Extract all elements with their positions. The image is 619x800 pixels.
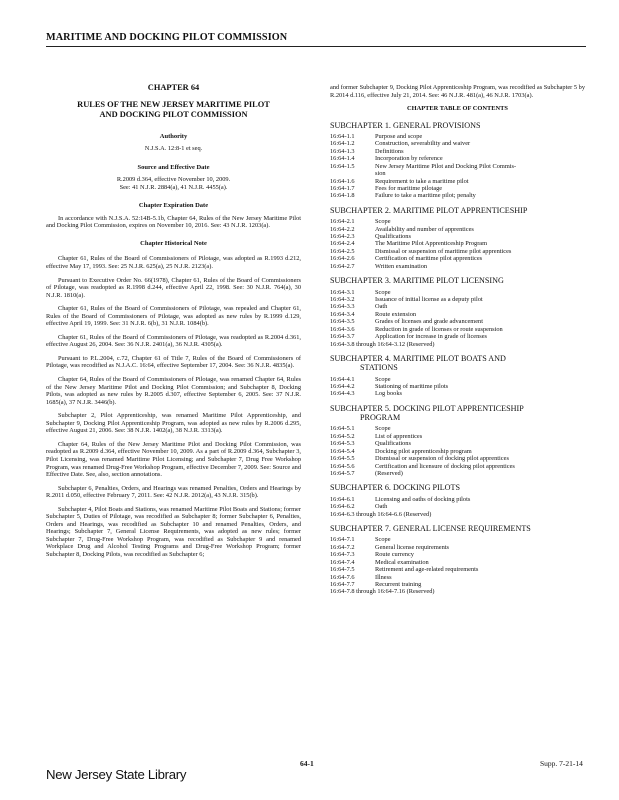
section-title	[375, 148, 585, 155]
history-paragraph: Chapter 61, Rules of the Board of Commissioners of Pilotage, was readopted as R.2004 d.361, effective August 26, 2004. See: 36 N.J.R. 2401(a), 36 N.J.R. 4305(a).	[46, 333, 301, 349]
chapter-title-line-2: AND DOCKING PILOT COMMISSION	[99, 109, 248, 119]
toc-entry	[330, 192, 585, 199]
section-title-text: Docking pilot apprenticeship program	[375, 447, 472, 455]
section-title	[375, 233, 585, 240]
history-continuation: and former Subchapter 9, Docking Pilot Apprenticeship Program, was recodified as Subchapter 5 by R.2014 d.116, effective July 21, 2014. See: 46 N.J.R. 481(a), 46 N.J.R. 1703(a).	[330, 84, 585, 99]
section-title-text: Recurrent training	[375, 580, 422, 588]
authority-text: N.J.S.A. 12:8-1 et seq.	[144, 145, 203, 153]
section-title	[375, 503, 585, 510]
section-title	[375, 263, 585, 270]
toc-entry	[330, 178, 585, 185]
section-title-text: Dismissal or suspension of docking pilot apprentices	[375, 455, 509, 463]
toc-entry	[330, 448, 585, 455]
section-title-text: Reduction in grade of licenses or route suspension	[375, 325, 503, 333]
section-number: 16:64-2.7	[330, 262, 355, 270]
toc-entry	[330, 185, 585, 192]
section-number: 16:64-4.3	[330, 390, 355, 398]
header-rule	[46, 46, 586, 47]
section-number: 16:64-5.5	[330, 455, 355, 463]
section-title	[375, 326, 585, 333]
section-title-text: Scope	[375, 375, 391, 383]
subchapter-heading-line-1: SUBCHAPTER 7. GENERAL LICENSE REQUIREMENTS	[330, 524, 531, 534]
toc-entry	[330, 566, 585, 573]
section-title-text: Licensing and oaths of docking pilots	[375, 495, 471, 503]
section-number: 16:64-3.5	[330, 318, 355, 326]
section-number: 16:64-3.1	[330, 288, 355, 296]
section-title	[375, 133, 585, 140]
toc-entry	[330, 455, 585, 462]
section-title	[375, 311, 585, 318]
right-column	[330, 84, 585, 596]
table-of-contents	[330, 121, 585, 596]
toc-entry	[330, 470, 585, 477]
section-title	[375, 140, 585, 147]
toc-entry	[330, 155, 585, 162]
section-title	[375, 448, 585, 455]
section-number: 16:64-7.5	[330, 566, 355, 574]
section-number: 16:64-3.4	[330, 310, 355, 318]
section-title	[375, 581, 585, 588]
toc-entry	[330, 425, 585, 432]
subchapter-heading	[330, 276, 585, 285]
section-title	[375, 566, 585, 573]
section-number: 16:64-7.4	[330, 558, 355, 566]
history-paragraph: Pursuant to Executive Order No. 66(1978), Chapter 61, Rules of the Board of Commissioners of Pilotage, was readopted as R.1998 d.244, effective April 22, 1998. See: 30 N.J.R. 764(a), 30 N.J.R. 1810(a).	[46, 276, 301, 299]
toc-entry	[330, 318, 585, 325]
section-number: 16:64-6.2	[330, 503, 355, 511]
history-paragraph: Chapter 61, Rules of the Board of Commissioners of Pilotage, was adopted as R.1993 d.212, effective May 17, 1993. See: 25 N.J.R. 625(a), 25 N.J.R. 2123(a).	[46, 255, 301, 271]
supplement-date: Supp. 7-21-14	[540, 759, 583, 768]
subchapter-heading	[330, 483, 585, 492]
history-paragraph: Subchapter 6, Penalties, Orders, and Hearings was renamed Penalties, Orders and Hearings by R.2011 d.050, effective February 7, 2011. See: 42 N.J.R. 2012(a), 43 N.J.R. 315(b).	[46, 484, 301, 500]
section-number: 16:64-5.6	[330, 462, 355, 470]
toc-entry	[330, 551, 585, 558]
history-paragraph: Chapter 61, Rules of the Board of Commissioners of Pilotage, was repealed and Chapter 61, Rules of the Board of Commissioners of Pilotage, was adopted as new rules by R.1999 d.129, effective April 19, 1999. See: 31 N.J.R. 6(b), 31 N.J.R. 1084(b).	[46, 305, 301, 328]
source-heading: Source and Effective Date	[137, 163, 210, 171]
section-title-text: General license requirements	[375, 543, 449, 551]
section-title	[375, 185, 585, 192]
toc-entry	[330, 263, 585, 270]
section-title	[375, 163, 585, 178]
history-notes	[46, 255, 301, 558]
section-title	[375, 544, 585, 551]
section-title	[375, 574, 585, 581]
history-paragraph: Subchapter 4, Pilot Boats and Stations, was renamed Maritime Pilot Boats and Stations; former Subchapter 5, Duties of Pilotage, was recodified as Subchapter 8; former Subchapter 6, Penalties, Orders and Hearings, was recodified as Subchapter 10 and renamed Penalties, Orders, and Hearings; Subchapter 7, General License Requirements, was adopted as new rules; former Subchapter 7, Drug-Free Workshop Program, was recodified as Subchapter 9 and renamed Workplace Drug and Alcohol Testing Programs and Drug-Free Workshop Program; former Subchapter 8, Docking Pilots, was recodified as Subchapter 6;	[46, 505, 301, 558]
section-title-text: Fees for maritime pilotage	[375, 185, 443, 193]
section-title-text: List of apprentices	[375, 432, 423, 440]
section-title	[375, 433, 585, 440]
section-title	[375, 178, 585, 185]
toc-entry	[330, 311, 585, 318]
left-column	[46, 84, 301, 565]
section-number: 16:64-1.6	[330, 177, 355, 185]
history-paragraph: Chapter 64, Rules of the New Jersey Maritime Pilot and Docking Pilot Commission, was readopted as R.2009 d.364, effective November 10, 2009. As a part of R.2009 d.364, Subchapter 3, Pilot Licensing, was renamed Maritime Pilot Licensing; and Subchapter 7, Drug Free Workshop Program, was renamed Drug-Free Workshop Program, effective December 7, 2009. See: Source and Effective Date. See, also, section annotations.	[46, 440, 301, 479]
section-title-text: Written examination	[375, 262, 428, 270]
section-title-text: Availability and number of apprentices	[375, 225, 474, 233]
section-title	[375, 455, 585, 462]
toc-entry	[330, 289, 585, 296]
section-title-text: Route currency	[375, 551, 414, 559]
section-title	[375, 255, 585, 262]
section-title-text: The Maritime Pilot Apprenticeship Program	[375, 240, 488, 248]
subchapter-heading	[330, 121, 585, 130]
subchapter-heading-line-1: SUBCHAPTER 1. GENERAL PROVISIONS	[330, 120, 481, 130]
section-title-text: Stationing of maritime pilots	[375, 382, 449, 390]
section-title	[375, 551, 585, 558]
section-title-text: Grades of licenses and grade advancement	[375, 318, 483, 326]
section-title-text: Oath	[375, 303, 388, 311]
section-number: 16:64-2.6	[330, 255, 355, 263]
section-number: 16:64-3.7	[330, 333, 355, 341]
section-title	[375, 425, 585, 432]
section-title-text: Scope	[375, 536, 391, 544]
section-title-text: Illness	[375, 573, 392, 581]
section-title	[375, 470, 585, 477]
section-number: 16:64-2.1	[330, 218, 355, 226]
toc-entry	[330, 383, 585, 390]
toc-entry	[330, 148, 585, 155]
toc-entry	[330, 303, 585, 310]
section-number: 16:64-5.1	[330, 425, 355, 433]
section-number: 16:64-1.4	[330, 155, 355, 163]
section-title-text: Incorporation by reference	[375, 155, 443, 163]
section-title-text: Construction, severability and waiver	[375, 140, 471, 148]
section-title-text: Qualifications	[375, 440, 411, 448]
section-title	[375, 155, 585, 162]
section-title-text: Purpose and scope	[375, 132, 423, 140]
chapter-title	[46, 100, 301, 120]
toc-entry	[330, 296, 585, 303]
history-heading: Chapter Historical Note	[140, 239, 207, 247]
subchapter-heading	[330, 354, 585, 372]
section-number: 16:64-4.1	[330, 375, 355, 383]
section-number: 16:64-5.2	[330, 432, 355, 440]
section-title	[375, 376, 585, 383]
history-paragraph: Subchapter 2, Pilot Apprenticeship, was renamed Maritime Pilot Apprenticeship, and Subchapter 9, Docking Pilot Apprenticeship Program, was adopted as new rules by R.2006 d.295, effective August 21, 2006. See: 38 N.J.R. 1402(a), 38 N.J.R. 3313(a).	[46, 412, 301, 435]
section-number: 16:64-2.3	[330, 233, 355, 241]
toc-entry	[330, 390, 585, 397]
reserved-range: 16:64-3.8 through 16:64-3.12 (Reserved)	[330, 340, 435, 348]
chapter-number: CHAPTER 64	[147, 83, 200, 92]
section-title	[375, 390, 585, 397]
section-number: 16:64-1.2	[330, 140, 355, 148]
toc-entry	[330, 163, 585, 178]
section-title	[375, 383, 585, 390]
section-title-text: Failure to take a maritime pilot; penalty	[375, 192, 476, 200]
library-watermark: New Jersey State Library	[46, 767, 187, 782]
section-title-text: Issuance of initial license as a deputy pilot	[375, 295, 483, 303]
section-title	[375, 248, 585, 255]
chapter-title-line-1: RULES OF THE NEW JERSEY MARITIME PILOT	[77, 99, 270, 109]
toc-entry	[330, 574, 585, 581]
source-text-2: See: 41 N.J.R. 2884(a), 41 N.J.R. 4455(a).	[119, 183, 228, 191]
authority-heading: Authority	[159, 132, 188, 140]
section-title-text: Dismissal or suspension of maritime pilot apprentices	[375, 247, 512, 255]
section-number: 16:64-1.8	[330, 192, 355, 200]
toc-entry	[330, 433, 585, 440]
section-title	[375, 226, 585, 233]
subchapter-heading-line-1: SUBCHAPTER 4. MARITIME PILOT BOATS AND	[330, 354, 506, 364]
section-number: 16:64-7.7	[330, 580, 355, 588]
toc-entry	[330, 326, 585, 333]
section-title-text: Scope	[375, 218, 391, 226]
section-title-text: Qualifications	[375, 233, 411, 241]
section-number: 16:64-3.2	[330, 295, 355, 303]
section-title-text: Scope	[375, 425, 391, 433]
toc-entry	[330, 240, 585, 247]
subchapter-heading-line-1: SUBCHAPTER 2. MARITIME PILOT APPRENTICESHIP	[330, 205, 528, 215]
section-number: 16:64-6.1	[330, 495, 355, 503]
section-number: 16:64-3.6	[330, 325, 355, 333]
section-title	[375, 559, 585, 566]
expiration-text: In accordance with N.J.S.A. 52:14B-5.1b, Chapter 64, Rules of the New Jersey Maritime Pilot and Docking Pilot Commission, expires on November 10, 2016. See: 43 N.J.R. 1203(a).	[46, 214, 301, 230]
toc-entry	[330, 440, 585, 447]
section-title-text: New Jersey Maritime Pilot and Docking Pilot Commis-	[375, 162, 517, 170]
section-number: 16:64-7.2	[330, 543, 355, 551]
section-number: 16:64-5.3	[330, 440, 355, 448]
history-paragraph: Chapter 64, Rules of the Board of Commissioners of Pilotage, was renamed Chapter 64, Rules of the New Jersey Maritime Pilot and Docking Pilot Commission; and Subchapter 8, Docking Pilots, was adopted as new rules by R.2005 d.307, effective September 6, 2005. See: 37 N.J.R. 1685(a), 37 N.J.R. 3446(b).	[46, 376, 301, 406]
section-title-text: Certification of maritime pilot apprentices	[375, 255, 483, 263]
section-title-text: Oath	[375, 503, 388, 511]
page-number: 64-1	[300, 759, 314, 768]
toc-entry	[330, 133, 585, 140]
toc-entry	[330, 463, 585, 470]
section-number: 16:64-3.3	[330, 303, 355, 311]
section-title	[375, 296, 585, 303]
section-title	[375, 303, 585, 310]
section-title-text: Certification and licensure of docking pilot apprentices	[375, 462, 515, 470]
section-title-text: Requirement to take a maritime pilot	[375, 177, 469, 185]
toc-entry	[330, 559, 585, 566]
subchapter-heading-line-1: SUBCHAPTER 5. DOCKING PILOT APPRENTICESHIP	[330, 403, 524, 413]
section-number: 16:64-1.7	[330, 185, 355, 193]
section-number: 16:64-5.7	[330, 470, 355, 478]
subchapter-heading	[330, 206, 585, 215]
section-title	[375, 463, 585, 470]
toc-entry	[330, 376, 585, 383]
subchapter-heading-line-2: PROGRAM	[360, 413, 401, 423]
reserved-range: 16:64-7.8 through 16:64-7.16 (Reserved)	[330, 588, 435, 596]
section-number: 16:64-4.2	[330, 382, 355, 390]
toc-entry	[330, 544, 585, 551]
section-title	[375, 218, 585, 225]
running-header: MARITIME AND DOCKING PILOT COMMISSION	[46, 32, 288, 43]
section-title-text: Application for increase in grade of licenses	[375, 333, 488, 341]
toc-entry	[330, 333, 585, 340]
toc-entry	[330, 255, 585, 262]
subchapter-heading-line-1: SUBCHAPTER 6. DOCKING PILOTS	[330, 483, 461, 493]
source-text-1: R.2009 d.364, effective November 10, 2009.	[116, 176, 231, 184]
section-title-text: Retirement and age-related requirements	[375, 566, 479, 574]
section-title-text: Route extension	[375, 310, 417, 318]
section-number: 16:64-1.3	[330, 147, 355, 155]
section-title	[375, 289, 585, 296]
section-number: 16:64-2.5	[330, 247, 355, 255]
section-number: 16:64-1.5	[330, 162, 355, 170]
section-number: 16:64-7.6	[330, 573, 355, 581]
toc-entry	[330, 218, 585, 225]
toc-entry	[330, 503, 585, 510]
expiration-heading: Chapter Expiration Date	[138, 202, 209, 210]
section-title	[375, 536, 585, 543]
section-title-text: Definitions	[375, 147, 404, 155]
section-title-text: Medical examination	[375, 558, 429, 566]
section-title	[375, 192, 585, 199]
toc-entry	[330, 233, 585, 240]
section-number: 16:64-7.1	[330, 536, 355, 544]
section-title	[375, 318, 585, 325]
toc-entry	[330, 581, 585, 588]
section-number: 16:64-5.4	[330, 447, 355, 455]
toc-entry	[330, 140, 585, 147]
toc-entry	[330, 536, 585, 543]
section-title	[375, 496, 585, 503]
toc-entry	[330, 496, 585, 503]
section-title	[375, 333, 585, 340]
section-number: 16:64-1.1	[330, 132, 355, 140]
section-title-text: Scope	[375, 288, 391, 296]
subchapter-heading	[330, 404, 585, 422]
subchapter-heading	[330, 524, 585, 533]
section-title	[375, 240, 585, 247]
section-number: 16:64-2.4	[330, 240, 355, 248]
section-number: 16:64-7.3	[330, 551, 355, 559]
subchapter-heading-line-1: SUBCHAPTER 3. MARITIME PILOT LICENSING	[330, 276, 504, 286]
reserved-range: 16:64-6.3 through 16:64-6.6 (Reserved)	[330, 510, 432, 518]
section-title	[375, 440, 585, 447]
section-number: 16:64-2.2	[330, 225, 355, 233]
toc-heading: CHAPTER TABLE OF CONTENTS	[407, 105, 508, 113]
subchapter-heading-line-2: STATIONS	[360, 363, 398, 373]
section-title-continuation: sion	[375, 170, 386, 178]
toc-entry	[330, 226, 585, 233]
history-paragraph: Pursuant to P.L.2004, c.72, Chapter 61 of Title 7, Rules of the Board of Commissioners of Pilotage, was recodified as N.J.A.C. 16:64, effective September 17, 2004. See: 36 N.J.R. 4835(a).	[46, 354, 301, 370]
section-title-text: (Reserved)	[375, 470, 403, 478]
toc-entry	[330, 248, 585, 255]
section-title-text: Log books	[375, 390, 402, 398]
